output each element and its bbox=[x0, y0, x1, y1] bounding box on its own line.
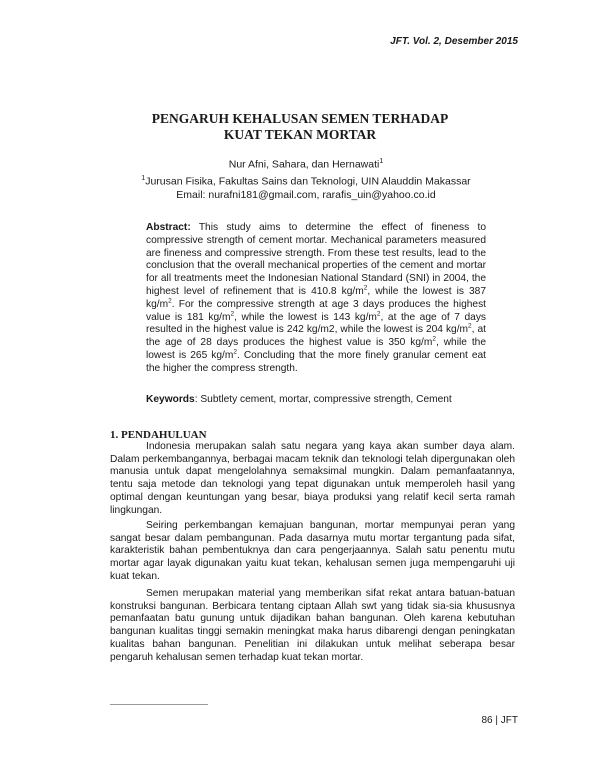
abstract-text-4: , while the lowest is 143 kg/m bbox=[234, 311, 377, 323]
keywords-label: Keywords bbox=[146, 394, 195, 405]
paragraph-1 bbox=[110, 441, 515, 517]
superscript: 2 bbox=[230, 310, 235, 318]
title-line-2: KUAT TEKAN MORTAR bbox=[223, 127, 377, 142]
abstract bbox=[146, 222, 486, 376]
title-line-1: PENGARUH KEHALUSAN SEMEN TERHADAP bbox=[151, 111, 449, 126]
superscript: 2 bbox=[432, 335, 436, 343]
abstract-text-3: . For the compressive strength at age 3 days produces the highest value is 181 kg/m bbox=[146, 298, 486, 323]
affiliation-sup: 1 bbox=[141, 174, 146, 182]
superscript: 2 bbox=[233, 348, 237, 356]
keywords-text: : Subtlety cement, mortar, compressive strength, Cement bbox=[194, 394, 452, 405]
page-footer: 86 | JFT bbox=[481, 715, 518, 726]
abstract-text-6: , at the age of 28 days produces the highest value is 350 kg/m bbox=[146, 324, 486, 349]
paragraph-3-text: Semen merupakan material yang memberikan sifat rekat antara batuan-batuan konstruksi bangunan. Berbicara tentang ciptaan Allah swt yang tidak sia-sia khususnya pemanfaatan batu gunung untuk dijadikan bahan bangunan. Oleh karena kebutuhan bangunan kualitas tinggi semakin meningkat maka harus dibarengi dengan peningkatan kualitas bahan bangunan. Penelitian ini dilakukan untuk melihat seberapa besar pengaruh kehalusan semen terhadap kuat tekan mortar. bbox=[110, 588, 515, 663]
section-heading: 1. PENDAHULUAN bbox=[110, 429, 207, 441]
footnote-rule bbox=[110, 704, 208, 705]
author-names-text: Nur Afni, Sahara, dan Hernawati bbox=[228, 158, 380, 171]
abstract-text-2: , while the lowest is 387 kg/m bbox=[146, 285, 486, 310]
author-sup: 1 bbox=[379, 158, 384, 165]
paragraph-3 bbox=[110, 588, 515, 664]
superscript: 2 bbox=[363, 284, 368, 292]
author-affiliation bbox=[0, 172, 600, 189]
author-email: Email: nurafni181@gmail.com, rarafis_uin@yahoo.co.id bbox=[176, 189, 436, 201]
abstract-label: Abstract: bbox=[146, 222, 191, 233]
superscript: 2 bbox=[168, 297, 172, 305]
abstract-text-7: , while the lowest is 265 kg/m bbox=[146, 337, 486, 361]
abstract-text-5: , at the age of 7 days resulted in the highest value is 242 kg/m2, while the lowest is 204 kg/m bbox=[146, 311, 487, 336]
abstract-text-8: . Concluding that the more finely granular cement eat the higher the compress strength. bbox=[146, 349, 486, 374]
paragraph-1-text: Indonesia merupakan salah satu negara yang kaya akan sumber daya alam. Dalam perkembangannya, berbagai macam teknik dan teknologi telah dipergunakan oleh manusia untuk dapat mengelolahnya semaksimal mungkin. Dalam pemanfaatannya, tentu saja metode dan teknologi yang tepat digunakan untuk memperoleh hasil yang optimal dengan keuntungan yang besar, biaya produksi yang relatif kecil serta ramah lingkungan. bbox=[110, 441, 515, 516]
affiliation-text: Jurusan Fisika, Fakultas Sains dan Teknologi, UIN Alauddin Makassar bbox=[145, 175, 471, 187]
paragraph-2-text: Seiring perkembangan kemajuan bangunan, mortar mempunyai peran yang sangat besar dalam pembangunan. Pada dasarnya mutu mortar tergantung pada sifat, karakteristik bahan pembentuknya dan cara pengerjaannya. Salah satu penentu mutu mortar agar layak digunakan yaitu kuat tekan, kehalusan semen juga mempengaruhi uji kuat tekan. bbox=[110, 520, 515, 582]
journal-header: JFT. Vol. 2, Desember 2015 bbox=[390, 36, 518, 47]
abstract-text-1: This study aims to determine the effect of fineness to compressive strength of cement mortar. Mechanical parameters measured are fineness and compressive strength. From these test results, lead to the conclusion that the overall mechanical properties of the cement and mortar for all treatments meet the Indonesian National Standard (SNI) in 2004, the highest level of refinement that is 410.8 kg/m bbox=[146, 222, 486, 297]
superscript: 2 bbox=[376, 310, 381, 318]
paragraph-2 bbox=[110, 520, 515, 584]
superscript: 2 bbox=[468, 322, 472, 330]
author-block bbox=[0, 155, 600, 202]
author-names bbox=[0, 155, 600, 172]
keywords bbox=[146, 393, 486, 406]
paper-title bbox=[0, 111, 600, 143]
